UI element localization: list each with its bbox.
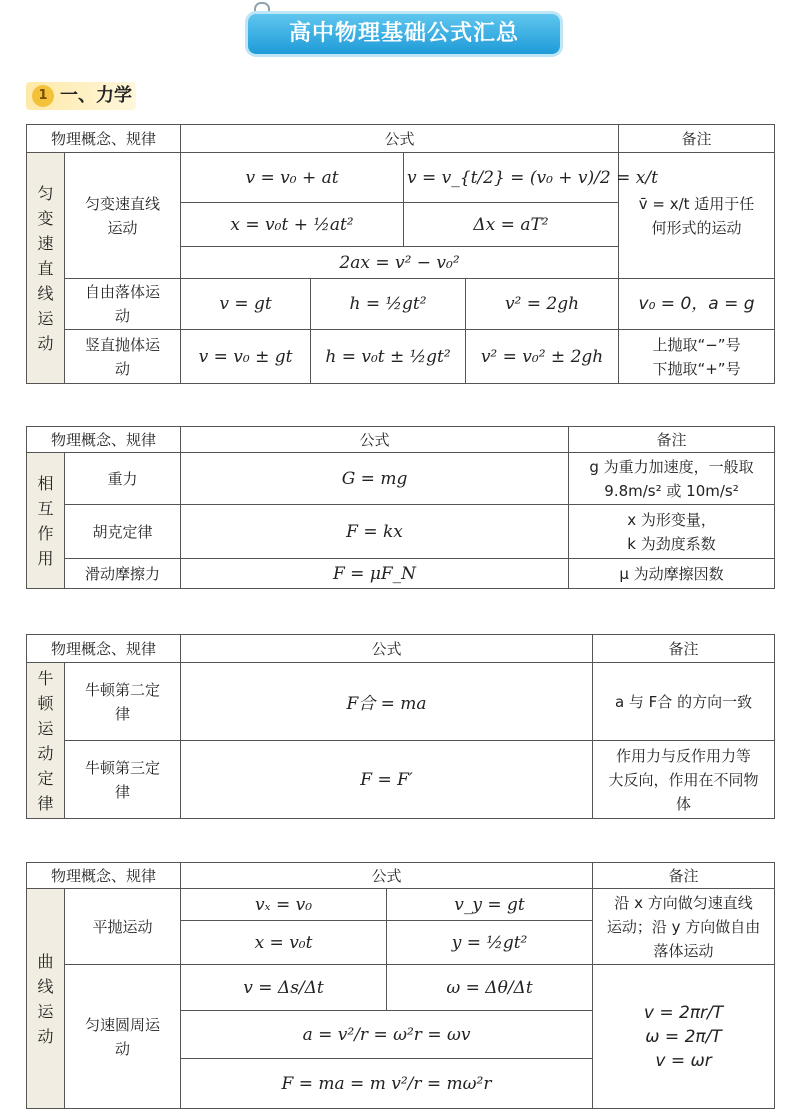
formula-cell: h = ½gt² [311,279,466,330]
formula-cell: F = kx [181,505,569,559]
note-cell: x 为形变量， k 为劲度系数 [569,505,775,559]
formula-cell: a = v²/r = ω²r = ωv [181,1011,593,1059]
formula-cell: h = v₀t ± ½gt² [311,330,466,384]
formula-cell: x = v₀t [181,921,387,965]
formula-cell: v = Δs/Δt [181,965,387,1011]
category-cell: 相 互 作 用 [27,453,65,589]
formula-cell: v² = 2gh [466,279,619,330]
formula-cell: F = ma = m v²/r = mω²r [181,1059,593,1109]
header-concept: 物理概念、规律 [27,635,181,663]
table-uniform-acceleration [26,124,775,384]
formula-cell: 2ax = v² − v₀² [181,247,619,279]
concept-cell: 牛顿第二定 律 [65,663,181,741]
header-note: 备注 [593,635,775,663]
header-note: 备注 [593,863,775,889]
note-cell: 沿 x 方向做匀速直线 运动；沿 y 方向做自由 落体运动 [593,889,775,965]
formula-cell: F = F′ [181,741,593,819]
formula-cell: y = ½gt² [387,921,593,965]
formula-cell: F合 = ma [181,663,593,741]
header-note: 备注 [619,125,775,153]
concept-cell: 自由落体运 动 [65,279,181,330]
note-cell: g 为重力加速度，一般取 9.8m/s² 或 10m/s² [569,453,775,505]
formula-cell: v = v₀ ± gt [181,330,311,384]
category-cell: 曲 线 运 动 [27,889,65,1109]
formula-cell: Δx = aT² [404,203,619,247]
concept-cell: 匀速圆周运 动 [65,965,181,1109]
formula-cell: v = v₀ + at [181,153,404,203]
formula-cell: G = mg [181,453,569,505]
formula-cell: ω = Δθ/Δt [387,965,593,1011]
table-interaction [26,426,775,589]
note-cell: μ 为动摩擦因数 [569,559,775,589]
header-formula: 公式 [181,635,593,663]
formula-cell: v = gt [181,279,311,330]
section-heading [26,82,136,110]
section-label: 一、力学 [60,85,132,106]
concept-cell: 滑动摩擦力 [65,559,181,589]
section-number-badge: 1 [32,85,54,107]
page-title: 高中物理基础公式汇总 [248,14,560,54]
note-cell: v̄ = x/t 适用于任 何形式的运动 [619,153,775,279]
header-formula: 公式 [181,125,619,153]
note-cell: 作用力与反作用力等 大反向，作用在不同物 体 [593,741,775,819]
header-concept: 物理概念、规律 [27,125,181,153]
concept-cell: 平抛运动 [65,889,181,965]
formula-cell: v² = v₀² ± 2gh [466,330,619,384]
header-concept: 物理概念、规律 [27,427,181,453]
note-cell: v = 2πr/T ω = 2π/T v = ωr [593,965,775,1109]
formula-cell: vₓ = v₀ [181,889,387,921]
formula-cell: F = μF_N [181,559,569,589]
header-formula: 公式 [181,427,569,453]
concept-cell: 竖直抛体运 动 [65,330,181,384]
concept-cell: 胡克定律 [65,505,181,559]
header-note: 备注 [569,427,775,453]
table-curvilinear-motion [26,862,775,1109]
concept-cell: 牛顿第三定 律 [65,741,181,819]
concept-cell: 匀变速直线 运动 [65,153,181,279]
note-cell: 上抛取“−”号 下抛取“+”号 [619,330,775,384]
category-cell: 匀 变 速 直 线 运 动 [27,153,65,384]
header-concept: 物理概念、规律 [27,863,181,889]
table-newton-laws [26,634,775,819]
concept-cell: 重力 [65,453,181,505]
category-cell: 牛 顿 运 动 定 律 [27,663,65,819]
formula-cell: v = v_{t/2} = (v₀ + v)/2 = x/t [404,153,619,203]
note-cell: v₀ = 0，a = g [619,279,775,330]
formula-cell: v_y = gt [387,889,593,921]
note-cell: a 与 F合 的方向一致 [593,663,775,741]
formula-cell: x = v₀t + ½at² [181,203,404,247]
header-formula: 公式 [181,863,593,889]
